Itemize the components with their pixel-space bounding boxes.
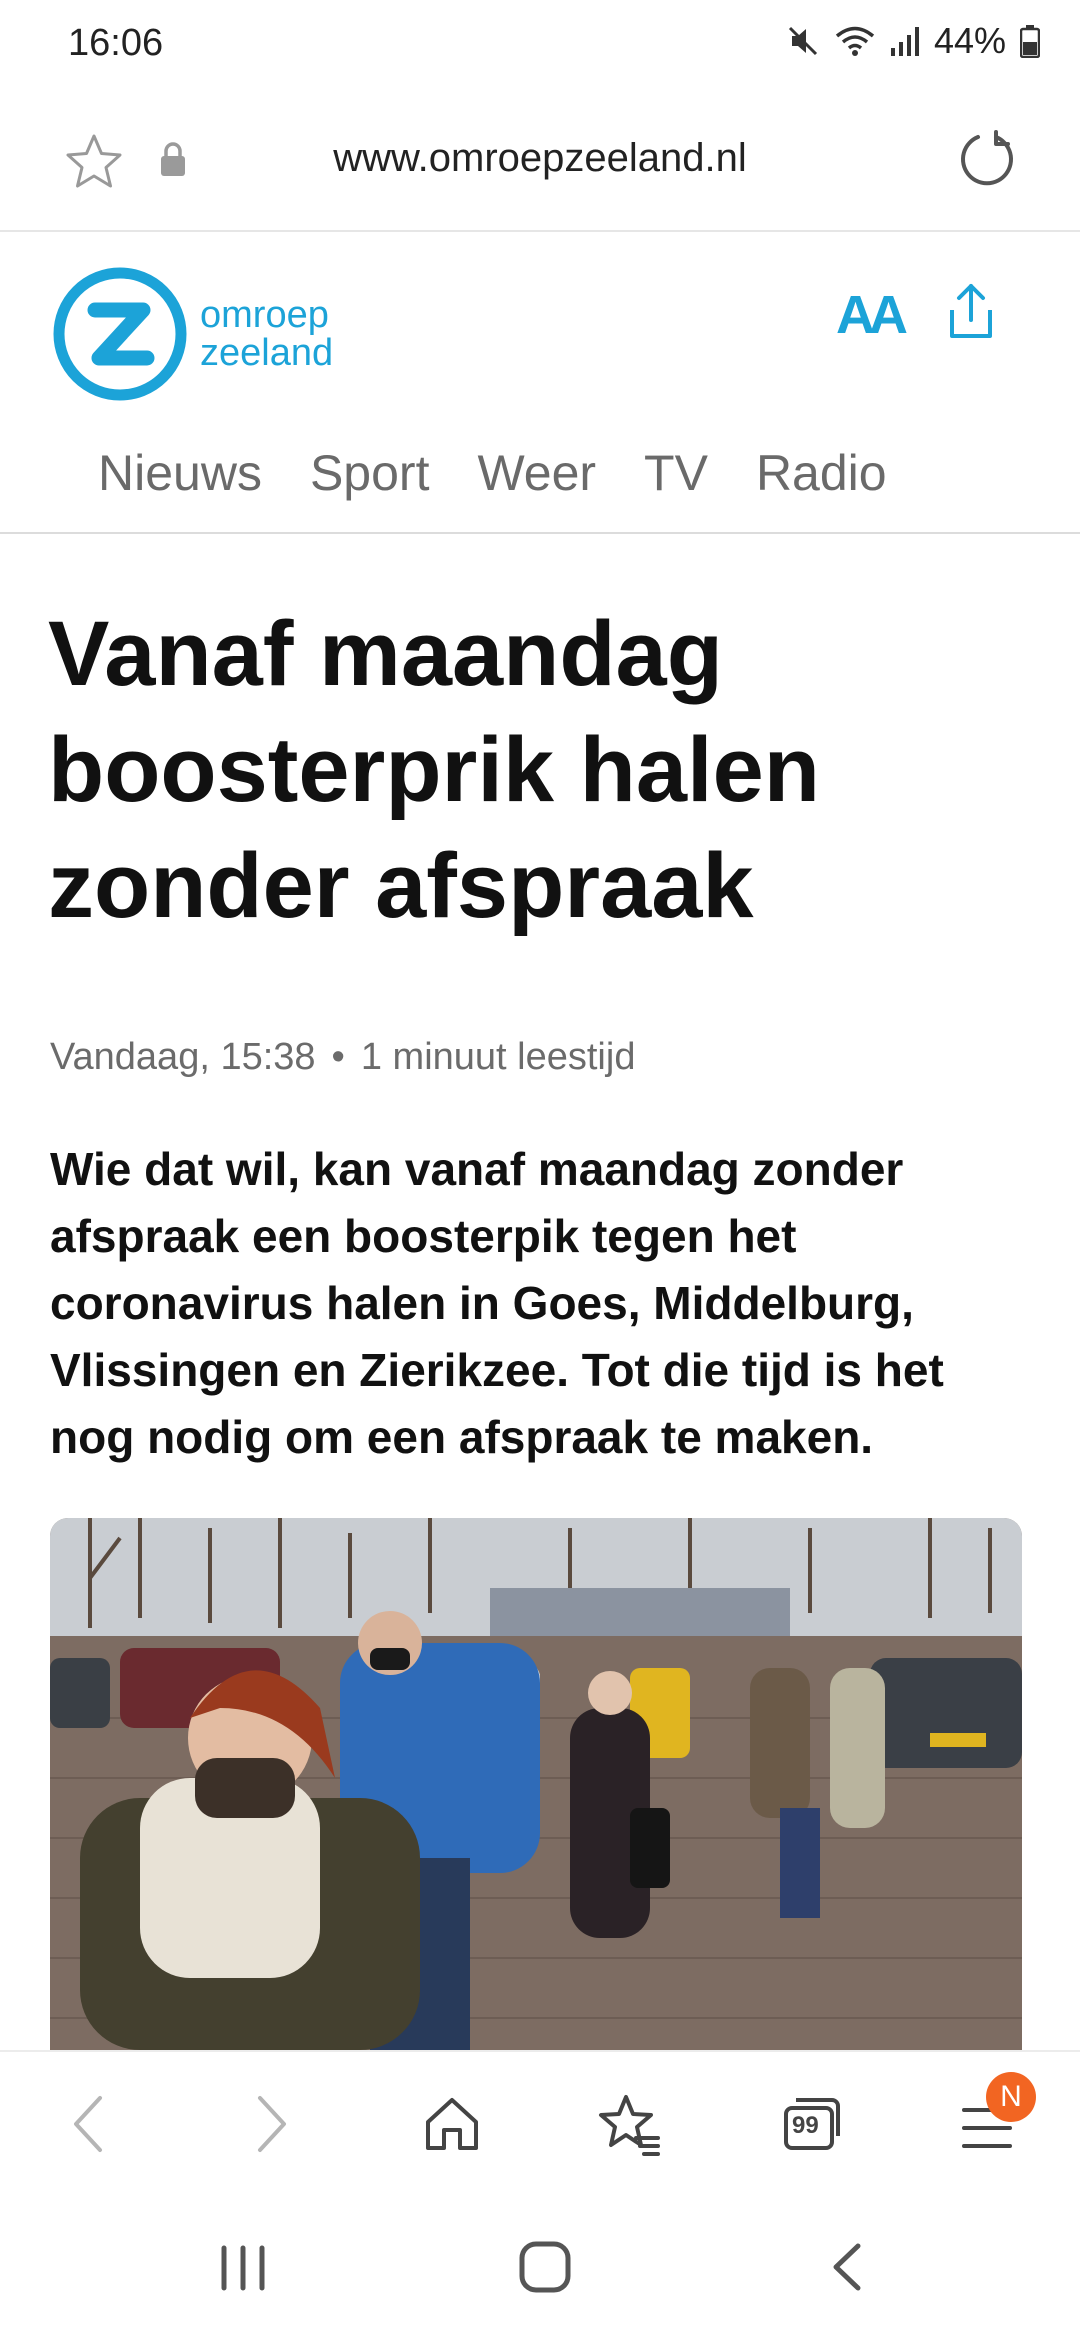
battery-percent: 44% (933, 20, 1006, 61)
tabs-button[interactable] (780, 2092, 844, 2156)
logo-line-2: zeeland (200, 332, 334, 374)
bookmarks-icon[interactable] (596, 2092, 662, 2158)
site-logo[interactable] (52, 266, 333, 402)
article-lead: Wie dat wil, kan vanaf maandag zonder afspraak een boosterpik tegen het coronavirus halen in Goes, Middelburg, Vlissingen en Zierikzee. Tot die tijd is het nog nodig om een afspraak te maken. (50, 1143, 944, 1463)
meta-separator: • (331, 1036, 345, 1078)
back-arrow-icon[interactable] (66, 2092, 110, 2156)
status-bar (0, 0, 1080, 90)
browser-toolbar (0, 2050, 1080, 2202)
recent-apps-icon[interactable] (218, 2244, 268, 2292)
system-back-icon[interactable] (826, 2240, 866, 2294)
status-icons (786, 20, 1040, 62)
nav-item-sport[interactable]: Sport (309, 445, 430, 501)
nav-item-weer[interactable]: Weer (477, 445, 597, 501)
share-icon[interactable] (946, 282, 996, 342)
signal-icon (890, 24, 920, 58)
battery-icon (1020, 24, 1040, 58)
logo-line-1: omroep (200, 294, 329, 336)
nav-item-tv[interactable]: TV (644, 445, 708, 501)
site-header (0, 232, 1080, 534)
logo-text (200, 296, 333, 372)
system-nav-bar (0, 2200, 1080, 2340)
main-nav (98, 444, 887, 502)
reading-time: 1 minuut leestijd (360, 1036, 636, 1078)
notification-badge: N (986, 2072, 1036, 2122)
status-time: 16:06 (68, 22, 164, 64)
article-meta (50, 1036, 635, 1079)
wifi-icon (834, 24, 876, 58)
nav-item-radio[interactable]: Radio (755, 445, 887, 501)
article-photo[interactable] (50, 1518, 1022, 2050)
text-size-button[interactable]: AA (836, 285, 902, 345)
omroep-zeeland-logo-icon (52, 266, 188, 402)
forward-arrow-icon[interactable] (250, 2092, 294, 2156)
home-button-icon[interactable] (518, 2240, 572, 2294)
article-headline: Vanaf maandag boosterprik halen zonder afspraak (48, 603, 820, 937)
article-date: Vandaag, 15:38 (50, 1036, 316, 1078)
mute-icon (786, 24, 820, 58)
address-bar (0, 100, 1080, 232)
tabs-count: 99 (792, 2112, 819, 2139)
url-field[interactable]: www.omroepzeeland.nl (333, 136, 747, 180)
article-photo-image (50, 1518, 1022, 2050)
home-icon[interactable] (420, 2092, 484, 2156)
nav-item-nieuws[interactable]: Nieuws (98, 445, 262, 501)
reload-icon[interactable] (956, 128, 1018, 190)
